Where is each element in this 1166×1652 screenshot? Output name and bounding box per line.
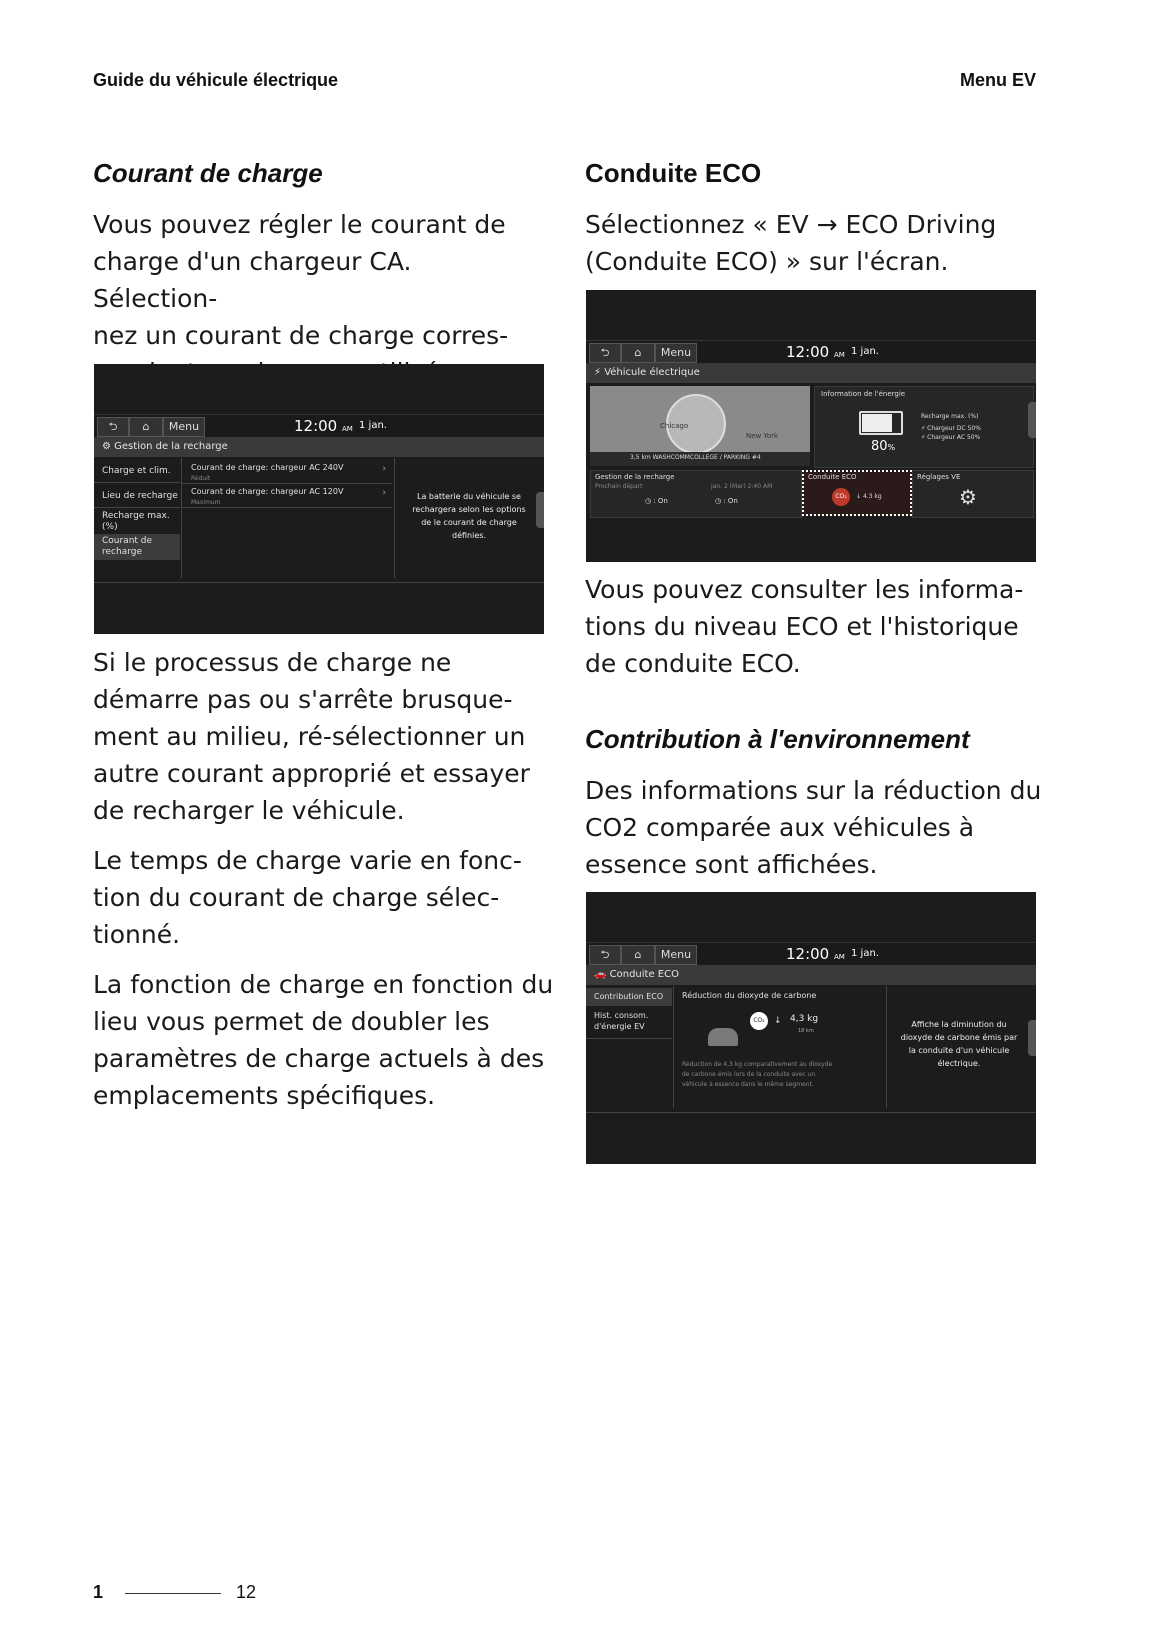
ac-label: Chargeur AC 50% bbox=[927, 434, 981, 441]
desc-line: Réduction de 4,3 kg comparativement au dioxyde bbox=[682, 1061, 833, 1068]
tile-title: Conduite ECO bbox=[808, 473, 857, 481]
text-line: Si le processus de charge ne bbox=[93, 648, 452, 677]
co2-value: 4,3 kg bbox=[790, 1014, 819, 1024]
reglages-tile[interactable] bbox=[912, 470, 1034, 518]
chevron-right-icon: › bbox=[382, 488, 386, 498]
running-header-section: Menu EV bbox=[959, 70, 1036, 90]
text-line: nez un courant de charge corres- bbox=[93, 321, 509, 350]
sidebar-item-hist[interactable] bbox=[594, 1010, 648, 1032]
max-label: Recharge max. (%) bbox=[921, 413, 979, 420]
screen-title-bar bbox=[94, 437, 544, 457]
paragraph-selectionnez bbox=[585, 206, 1045, 280]
section-heading-conduite-eco: Conduite ECO bbox=[585, 158, 762, 188]
text-line: La fonction de charge en fonction du bbox=[93, 970, 554, 999]
text-line: essence sont affichées. bbox=[585, 850, 878, 879]
text-line: Le temps de charge varie en fonc- bbox=[93, 846, 522, 875]
option-sub: Réduit bbox=[191, 475, 211, 482]
ac-line bbox=[921, 434, 980, 441]
prochain-label: Prochain départ bbox=[595, 483, 643, 490]
back-button[interactable]: ⮌ bbox=[589, 945, 621, 965]
timer-1 bbox=[645, 497, 668, 505]
sidebar-item-contribution[interactable]: Contribution ECO bbox=[586, 988, 672, 1006]
menu-button[interactable]: Menu bbox=[655, 343, 697, 363]
sidebar-label: d'énergie EV bbox=[594, 1022, 645, 1031]
option-label: Courant de charge: chargeur AC 120V bbox=[191, 487, 344, 496]
divider bbox=[94, 482, 180, 483]
date: 1 jan. bbox=[359, 420, 387, 431]
arrow-down-icon: ↓ bbox=[856, 493, 862, 500]
section-heading-contribution: Contribution à l'environnement bbox=[585, 724, 970, 754]
energy-tile[interactable] bbox=[814, 386, 1034, 468]
running-header-title: Guide du véhicule électrique bbox=[93, 70, 339, 90]
sidebar-label: Recharge max. bbox=[102, 511, 170, 521]
home-button[interactable]: ⌂ bbox=[129, 417, 163, 437]
section-heading-courant: Courant de charge bbox=[93, 158, 323, 188]
text-line: Vous pouvez consulter les informa- bbox=[585, 575, 1024, 604]
sidebar-label: (%) bbox=[102, 522, 118, 532]
info-panel bbox=[399, 490, 539, 542]
divider bbox=[586, 1038, 672, 1039]
eco-value bbox=[856, 493, 882, 500]
date: 1 jan. bbox=[851, 346, 879, 357]
option-label: Courant de charge: chargeur AC 240V bbox=[191, 463, 344, 472]
gear-icon: ⚙ bbox=[959, 485, 977, 509]
screen-title: Véhicule électrique bbox=[604, 367, 700, 378]
clock-icon: ◷ bbox=[645, 497, 652, 505]
paragraph-co2 bbox=[585, 772, 1055, 883]
sidebar-item-courant[interactable] bbox=[94, 534, 180, 560]
paragraph-consulter bbox=[585, 571, 1055, 682]
timer-status: : On bbox=[653, 497, 668, 505]
side-handle[interactable] bbox=[1028, 402, 1036, 438]
home-button[interactable]: ⌂ bbox=[621, 343, 655, 363]
desc-line: véhicule à essence dans le même segment. bbox=[682, 1081, 814, 1088]
paragraph-temps bbox=[93, 842, 553, 953]
screen-title-bar bbox=[586, 965, 1036, 985]
divider bbox=[181, 458, 182, 578]
screen-title: Gestion de la recharge bbox=[114, 441, 228, 452]
clock-time: 12:00 bbox=[786, 343, 830, 361]
arrow-down-icon: ↓ bbox=[774, 1016, 782, 1026]
energy-pct bbox=[871, 439, 895, 454]
info-line: La batterie du véhicule se bbox=[417, 492, 521, 501]
text-line: (Conduite ECO) » sur l'écran. bbox=[585, 247, 949, 276]
co2-icon: CO₂ bbox=[832, 488, 850, 506]
menu-button[interactable]: Menu bbox=[655, 945, 697, 965]
clock-time: 12:00 bbox=[294, 417, 338, 435]
info-line: électrique. bbox=[937, 1059, 981, 1068]
back-button[interactable]: ⮌ bbox=[589, 343, 621, 363]
divider bbox=[886, 986, 887, 1108]
text-line: charge d'un chargeur CA. Sélection- bbox=[93, 247, 412, 313]
side-handle[interactable] bbox=[1028, 1020, 1036, 1056]
energy-pct-unit: % bbox=[887, 443, 896, 452]
tile-title: Réglages VE bbox=[917, 473, 961, 481]
clock-ampm: AM bbox=[342, 425, 353, 433]
chapter-number: 1 bbox=[93, 1582, 104, 1602]
distance: 18 km bbox=[798, 1028, 814, 1034]
back-button[interactable]: ⮌ bbox=[97, 417, 129, 437]
divider bbox=[394, 458, 395, 578]
top-bar bbox=[586, 942, 1036, 966]
text-line: Sélectionnez « EV → ECO Driving bbox=[585, 210, 997, 239]
battery-icon bbox=[859, 411, 903, 435]
map-tile[interactable] bbox=[590, 386, 810, 466]
option-ac-240v[interactable] bbox=[191, 462, 386, 484]
info-line: définies. bbox=[452, 531, 486, 540]
info-line: de le courant de charge bbox=[421, 518, 517, 527]
content-title: Réduction du dioxyde de carbone bbox=[682, 991, 817, 1000]
sidebar-item-recharge-max[interactable] bbox=[102, 511, 170, 533]
divider bbox=[94, 507, 180, 508]
plug-icon: ⚡ bbox=[594, 367, 602, 378]
gear-icon: ⚙ bbox=[102, 441, 111, 452]
timer-2 bbox=[715, 497, 738, 505]
dc-line bbox=[921, 425, 981, 432]
battery-fill bbox=[862, 414, 892, 432]
info-panel bbox=[890, 1018, 1028, 1070]
tile-title: Gestion de la recharge bbox=[595, 473, 675, 481]
text-line: paramètres de charge actuels à des bbox=[93, 1044, 545, 1073]
clock-ampm: AM bbox=[834, 351, 845, 359]
bolt-icon: ⚡ bbox=[921, 425, 926, 432]
screen-title: Conduite ECO bbox=[609, 969, 679, 980]
map-status-bar bbox=[590, 452, 810, 466]
car-icon: 🚗 bbox=[594, 969, 607, 980]
footer-rule bbox=[125, 1593, 221, 1594]
paragraph-lieu bbox=[93, 966, 563, 1114]
map-city: New York bbox=[746, 432, 779, 440]
eco-tile[interactable] bbox=[802, 470, 912, 516]
date: 1 jan. bbox=[851, 948, 879, 959]
map-city: Chicago bbox=[660, 422, 689, 430]
paragraph-processus bbox=[93, 644, 553, 829]
text-line: Des informations sur la réduction du bbox=[585, 776, 1042, 805]
desc-line: de carbone émis lors de la conduite avec un bbox=[682, 1071, 816, 1078]
option-sub: Maximum bbox=[191, 499, 221, 506]
sidebar-label: recharge bbox=[102, 547, 142, 557]
side-handle[interactable] bbox=[536, 492, 544, 528]
divider bbox=[673, 986, 674, 1108]
divider bbox=[182, 483, 392, 484]
divider bbox=[182, 507, 392, 508]
text-line: de recharger le véhicule. bbox=[93, 796, 405, 825]
chevron-right-icon: › bbox=[382, 464, 386, 474]
gestion-tile[interactable] bbox=[590, 470, 802, 518]
text-line: de conduite ECO. bbox=[585, 649, 801, 678]
text-line: démarre pas ou s'arrête brusque- bbox=[93, 685, 513, 714]
info-line: la conduite d'un véhicule bbox=[908, 1046, 1010, 1055]
text-line: emplacements spécifiques. bbox=[93, 1081, 436, 1110]
clock-time: 12:00 bbox=[786, 945, 830, 963]
energy-pct-value: 80 bbox=[871, 439, 888, 454]
screenshot-conduite-eco bbox=[586, 892, 1036, 1164]
text-line: CO2 comparée aux véhicules à bbox=[585, 813, 975, 842]
screen-title-bar bbox=[586, 363, 1036, 383]
text-line: tions du niveau ECO et l'historique bbox=[585, 612, 1019, 641]
tile-title: Information de l'énergie bbox=[821, 390, 906, 398]
map-status: 3,5 km WASHCOMMCOLLEGE / PARKING #4 bbox=[630, 454, 761, 461]
home-button[interactable]: ⌂ bbox=[621, 945, 655, 965]
top-bar bbox=[94, 414, 544, 438]
sidebar-label: Hist. consom. bbox=[594, 1011, 649, 1020]
sidebar-label: Courant de bbox=[102, 536, 153, 546]
top-bar bbox=[586, 340, 1036, 364]
screenshot-vehicule-electrique bbox=[586, 290, 1036, 562]
info-line: rechargera selon les options bbox=[412, 505, 526, 514]
info-line: dioxyde de carbone émis par bbox=[900, 1033, 1018, 1042]
eco-value-text: 4.3 kg bbox=[862, 493, 882, 500]
bolt-icon: ⚡ bbox=[921, 434, 926, 441]
text-line: ment au milieu, ré-sélectionner un bbox=[93, 722, 526, 751]
co2-description bbox=[682, 1060, 832, 1090]
prochain-date: jan. 2 (Mar) 2:40 AM bbox=[711, 483, 773, 490]
text-line: tion du courant de charge sélec- bbox=[93, 883, 500, 912]
screenshot-gestion-recharge bbox=[94, 364, 544, 634]
clock-icon: ◷ bbox=[715, 497, 722, 505]
sidebar-item-charge-clim[interactable]: Charge et clim. bbox=[102, 466, 171, 476]
menu-button[interactable]: Menu bbox=[163, 417, 205, 437]
text-line: Vous pouvez régler le courant de bbox=[93, 210, 506, 239]
divider bbox=[94, 582, 544, 583]
page-number: 12 bbox=[236, 1582, 257, 1602]
text-line: lieu vous permet de doubler les bbox=[93, 1007, 490, 1036]
co2-icon: CO₂ bbox=[750, 1012, 768, 1030]
car-icon bbox=[708, 1028, 738, 1046]
sidebar-item-lieu[interactable]: Lieu de recharge bbox=[102, 491, 178, 501]
timer-status: : On bbox=[723, 497, 738, 505]
text-line: tionné. bbox=[93, 920, 181, 949]
clock-ampm: AM bbox=[834, 953, 845, 961]
info-line: Affiche la diminution du bbox=[911, 1020, 1007, 1029]
text-line: autre courant approprié et essayer bbox=[93, 759, 530, 788]
option-ac-120v[interactable] bbox=[191, 486, 386, 508]
divider bbox=[586, 1112, 1036, 1113]
dc-label: Chargeur DC 50% bbox=[927, 425, 981, 432]
